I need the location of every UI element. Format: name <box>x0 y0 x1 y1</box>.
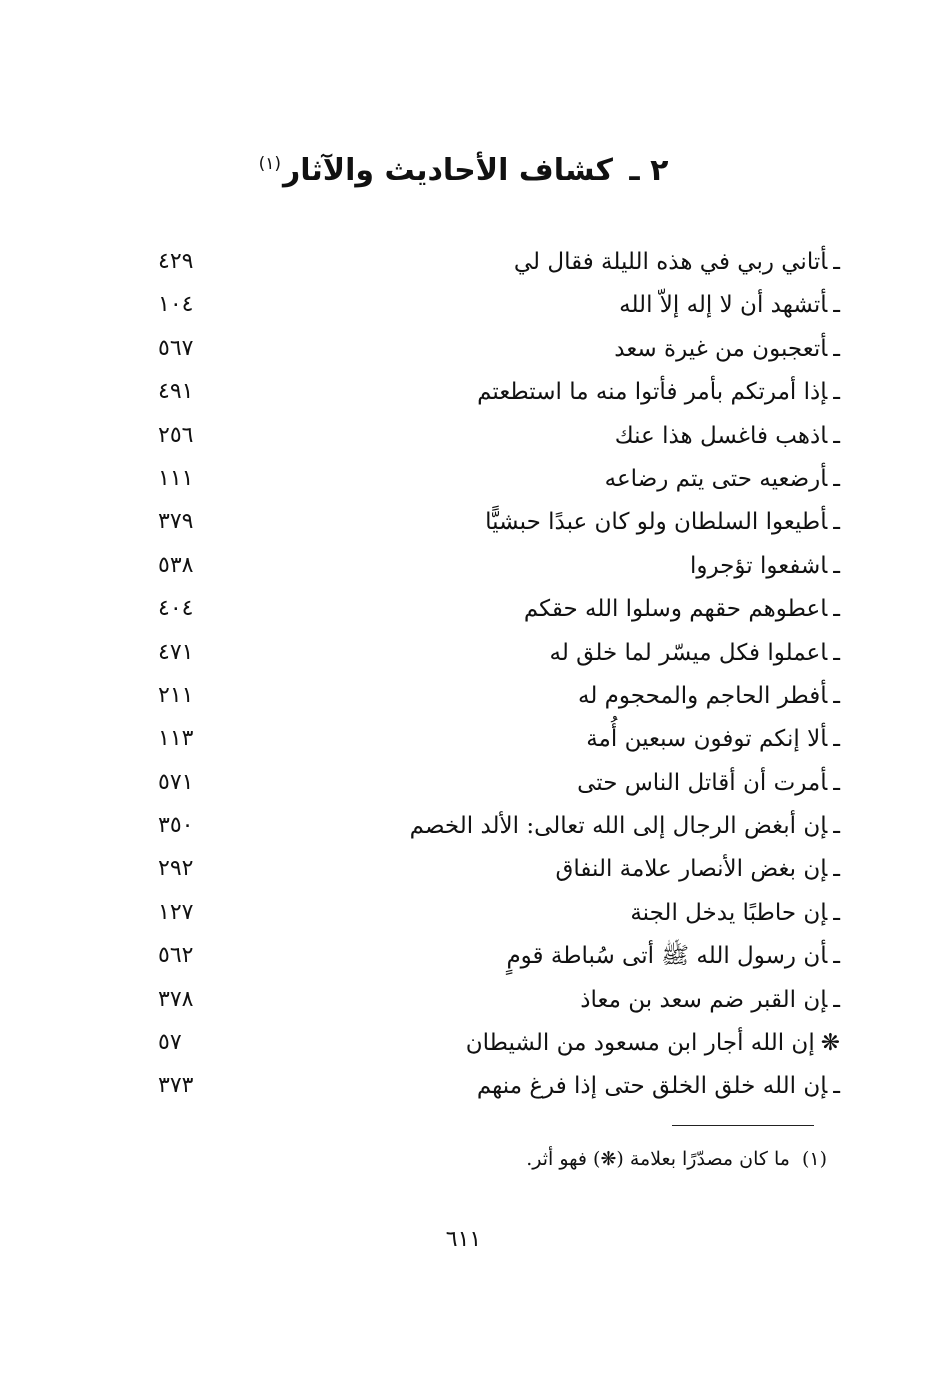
entry-page-number: ٥٦٢ <box>158 943 194 969</box>
entry-text-wrapper <box>630 897 840 929</box>
entry-text: أرضعيه حتى يتم رضاعه <box>604 465 828 492</box>
entry-text: أن رسول الله ﷺ أتى سُباطة قومٍ <box>506 943 828 970</box>
entry-page-number: ٤٠٤ <box>158 596 194 622</box>
entry-marker: ـ <box>833 943 840 970</box>
entry-marker: ـ <box>833 596 840 623</box>
entry-text-wrapper <box>586 723 840 755</box>
index-entry <box>140 459 840 502</box>
entry-page-number: ٤٢٩ <box>158 249 194 274</box>
index-entry <box>140 763 840 806</box>
entry-text-wrapper <box>477 376 840 408</box>
entry-page-number: ٤٩١ <box>158 379 194 405</box>
entry-text: ألا إنكم توفون سبعين أُمة <box>586 726 828 753</box>
entry-text: إن الله أجار ابن مسعود من الشيطان <box>465 1030 815 1057</box>
entry-text: اعطوهم حقهم وسلوا الله حقكم <box>523 596 828 623</box>
entry-text-wrapper <box>524 593 840 625</box>
entry-marker: ـ <box>833 986 840 1013</box>
index-entry <box>140 242 840 285</box>
entry-marker: ـ <box>833 726 840 753</box>
footnote-number: (١) <box>801 1148 827 1170</box>
index-entry <box>140 936 840 979</box>
entry-text: اعملوا فكل ميسّر لما خلق له <box>549 639 828 666</box>
entry-text: اذهب فاغسل هذا عنك <box>614 422 828 449</box>
entry-text-wrapper <box>514 246 840 278</box>
index-entry <box>140 285 840 328</box>
entry-text-wrapper <box>690 550 840 582</box>
entry-page-number: ٣٧٣ <box>158 1073 194 1099</box>
footnote-text: ما كان مصدّرًا بعلامة (❋) فهو أثر. <box>526 1148 790 1170</box>
entry-page-number: ٢٩٢ <box>158 856 194 882</box>
entry-marker: ـ <box>833 856 840 883</box>
index-entry <box>140 329 840 372</box>
index-entry <box>140 502 840 545</box>
entry-text-wrapper <box>410 810 840 842</box>
index-entry <box>140 1066 840 1109</box>
entry-page-number: ٥٧١ <box>158 769 194 795</box>
entry-marker: ـ <box>833 422 840 449</box>
entry-text: أطيعوا السلطان ولو كان عبدًا حبشيًّا <box>485 509 828 536</box>
footnote <box>526 1144 827 1174</box>
index-entry <box>140 372 840 415</box>
entry-marker: ـ <box>833 813 840 840</box>
entry-marker: ـ <box>833 292 840 319</box>
entry-text: أتاني ربي في هذه الليلة فقال لي <box>513 249 828 275</box>
index-entry <box>140 633 840 676</box>
index-entry <box>140 1023 840 1066</box>
entry-marker: ـ <box>833 379 840 406</box>
index-entry <box>140 849 840 892</box>
entry-marker: ـ <box>833 509 840 536</box>
entry-text: إن القبر ضم سعد بن معاذ <box>580 986 828 1013</box>
entry-text: أمرت أن أقاتل الناس حتى <box>577 769 828 796</box>
entry-page-number: ٥٦٧ <box>158 335 194 361</box>
index-entry <box>140 980 840 1023</box>
entry-text: إن حاطبًا يدخل الجنة <box>630 899 828 926</box>
section-number: ٢ ـ <box>629 153 669 188</box>
entry-text-wrapper <box>506 940 840 972</box>
entry-page-number: ١٠٤ <box>158 292 194 318</box>
entry-page-number: ١١١ <box>158 465 194 491</box>
entry-text-wrapper <box>577 767 840 799</box>
entry-page-number: ٤٧١ <box>158 639 194 665</box>
section-title: كشاف الأحاديث والآثار <box>282 153 613 188</box>
index-entry <box>140 589 840 632</box>
index-entry <box>140 806 840 849</box>
entry-text: أفطر الحاجم والمحجوم له <box>578 682 828 709</box>
footnote-reference: (١) <box>258 154 281 174</box>
entry-page-number: ١١٣ <box>158 726 194 752</box>
entry-marker: ـ <box>833 335 840 362</box>
entry-text: إن بغض الأنصار علامة النفاق <box>555 856 828 883</box>
index-entry <box>140 416 840 459</box>
entry-text: اشفعوا تؤجروا <box>689 552 828 579</box>
entry-page-number: ٥٣٨ <box>158 552 194 578</box>
entry-text-wrapper <box>550 637 840 669</box>
entry-marker: ـ <box>833 682 840 709</box>
entry-marker: ـ <box>833 249 840 275</box>
index-entry <box>140 676 840 719</box>
entry-text: أتشهد أن لا إله إلاّ الله <box>619 292 828 319</box>
entry-text: إن أبغض الرجال إلى الله تعالى: الألد الخصم <box>409 813 828 840</box>
entry-page-number: ١٢٧ <box>158 899 194 925</box>
entry-text-wrapper <box>466 1027 840 1059</box>
entry-marker: ـ <box>833 552 840 579</box>
entry-marker: ـ <box>833 465 840 492</box>
athar-star-icon: ❋ <box>820 1030 840 1057</box>
index-entry <box>140 546 840 589</box>
entry-text: أتعجبون من غيرة سعد <box>614 335 828 362</box>
entry-marker: ـ <box>833 1073 840 1100</box>
entry-text-wrapper <box>485 506 840 538</box>
entry-text-wrapper <box>477 1070 840 1102</box>
footnote-divider <box>672 1125 814 1126</box>
entry-page-number: ٢٥٦ <box>158 422 194 448</box>
entry-text-wrapper <box>619 289 840 321</box>
entry-text-wrapper <box>605 463 840 495</box>
entry-text-wrapper <box>580 984 840 1016</box>
page-title <box>0 140 927 195</box>
entry-marker: ـ <box>833 899 840 926</box>
entry-text: إذا أمرتكم بأمر فأتوا منه ما استطعتم <box>477 379 828 406</box>
entry-page-number: ٥٧ <box>158 1030 182 1056</box>
entry-text-wrapper <box>614 333 840 365</box>
entry-text-wrapper <box>615 420 840 452</box>
index-entry <box>140 719 840 762</box>
entry-text: إن الله خلق الخلق حتى إذا فرغ منهم <box>476 1073 828 1100</box>
entry-page-number: ٣٧٨ <box>158 986 194 1012</box>
entry-page-number: ٣٧٩ <box>158 509 194 535</box>
entry-text-wrapper <box>556 853 840 885</box>
entry-page-number: ٣٥٠ <box>158 813 194 839</box>
entry-text-wrapper <box>578 680 840 712</box>
entry-page-number: ٢١١ <box>158 682 194 708</box>
entry-marker: ـ <box>833 639 840 666</box>
hadith-index-list <box>140 242 840 1110</box>
page-number: ٦١١ <box>445 1227 482 1252</box>
entry-marker: ـ <box>833 769 840 796</box>
index-entry <box>140 893 840 936</box>
